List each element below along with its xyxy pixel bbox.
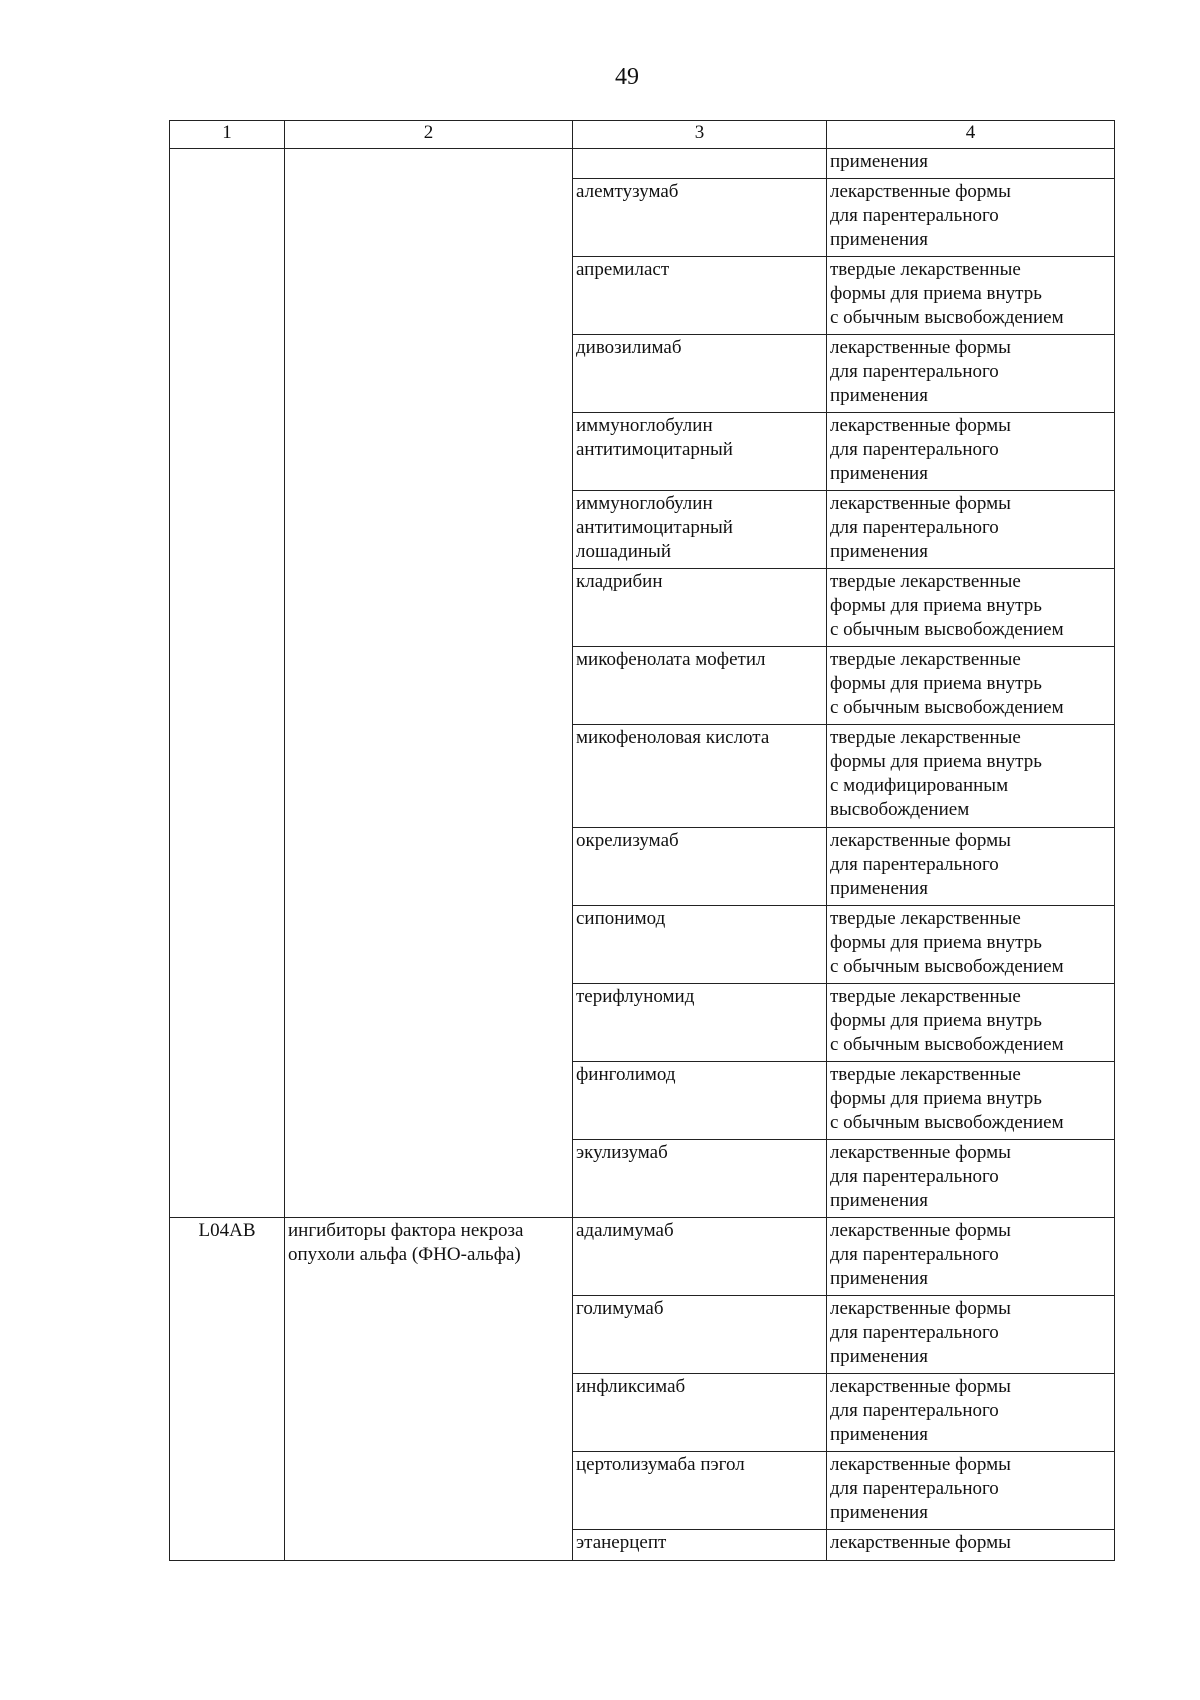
table-row — [170, 1218, 1115, 1296]
drug-name-cell: инфликсимаб — [573, 1374, 827, 1452]
dosage-form-cell: лекарственные формы для парентерального применения — [827, 335, 1115, 413]
page-number: 49 — [615, 64, 639, 90]
dosage-form-cell: применения — [827, 149, 1115, 179]
column-header-1: 1 — [170, 121, 285, 149]
drug-name-cell: этанерцепт — [573, 1530, 827, 1561]
drug-name-cell: апремиласт — [573, 257, 827, 335]
drug-table — [169, 120, 1115, 1561]
drug-name-cell: сипонимод — [573, 906, 827, 984]
atc-code-cell — [170, 149, 285, 1218]
atc-code-cell: L04AB — [170, 1218, 285, 1561]
dosage-form-cell: лекарственные формы для парентерального применения — [827, 1218, 1115, 1296]
dosage-form-cell: лекарственные формы для парентерального применения — [827, 1140, 1115, 1218]
drug-name-cell: цертолизумаба пэгол — [573, 1452, 827, 1530]
dosage-form-cell: лекарственные формы для парентерального применения — [827, 491, 1115, 569]
dosage-form-cell: твердые лекарственные формы для приема внутрь с обычным высвобождением — [827, 984, 1115, 1062]
dosage-form-cell: твердые лекарственные формы для приема внутрь с обычным высвобождением — [827, 569, 1115, 647]
dosage-form-cell: лекарственные формы — [827, 1530, 1115, 1561]
drug-name-cell: экулизумаб — [573, 1140, 827, 1218]
drug-name-cell: окрелизумаб — [573, 828, 827, 906]
dosage-form-cell: лекарственные формы для парентерального применения — [827, 1452, 1115, 1530]
dosage-form-cell: твердые лекарственные формы для приема внутрь с обычным высвобождением — [827, 1062, 1115, 1140]
column-header-4: 4 — [827, 121, 1115, 149]
drug-name-cell: иммуноглобулин антитимоцитарный — [573, 413, 827, 491]
group-name-cell: ингибиторы фактора некроза опухоли альфа (ФНО-альфа) — [285, 1218, 573, 1561]
dosage-form-cell: лекарственные формы для парентерального применения — [827, 828, 1115, 906]
dosage-form-cell: твердые лекарственные формы для приема внутрь с модифицированным высвобождением — [827, 725, 1115, 828]
dosage-form-cell: лекарственные формы для парентерального применения — [827, 1296, 1115, 1374]
column-header-3: 3 — [573, 121, 827, 149]
drug-name-cell: алемтузумаб — [573, 179, 827, 257]
table-row — [170, 149, 1115, 179]
group-name-cell — [285, 149, 573, 1218]
dosage-form-cell: твердые лекарственные формы для приема внутрь с обычным высвобождением — [827, 647, 1115, 725]
column-header-2: 2 — [285, 121, 573, 149]
dosage-form-cell: лекарственные формы для парентерального применения — [827, 1374, 1115, 1452]
drug-name-cell: микофенолата мофетил — [573, 647, 827, 725]
header-row — [170, 121, 1115, 149]
drug-name-cell: кладрибин — [573, 569, 827, 647]
drug-name-cell: иммуноглобулин антитимоцитарный лошадиный — [573, 491, 827, 569]
drug-name-cell: дивозилимаб — [573, 335, 827, 413]
drug-name-cell — [573, 149, 827, 179]
dosage-form-cell: твердые лекарственные формы для приема внутрь с обычным высвобождением — [827, 257, 1115, 335]
drug-name-cell: финголимод — [573, 1062, 827, 1140]
drug-name-cell: терифлуномид — [573, 984, 827, 1062]
drug-name-cell: микофеноловая кислота — [573, 725, 827, 828]
drug-name-cell: голимумаб — [573, 1296, 827, 1374]
dosage-form-cell: твердые лекарственные формы для приема внутрь с обычным высвобождением — [827, 906, 1115, 984]
dosage-form-cell: лекарственные формы для парентерального применения — [827, 413, 1115, 491]
drug-name-cell: адалимумаб — [573, 1218, 827, 1296]
dosage-form-cell: лекарственные формы для парентерального применения — [827, 179, 1115, 257]
